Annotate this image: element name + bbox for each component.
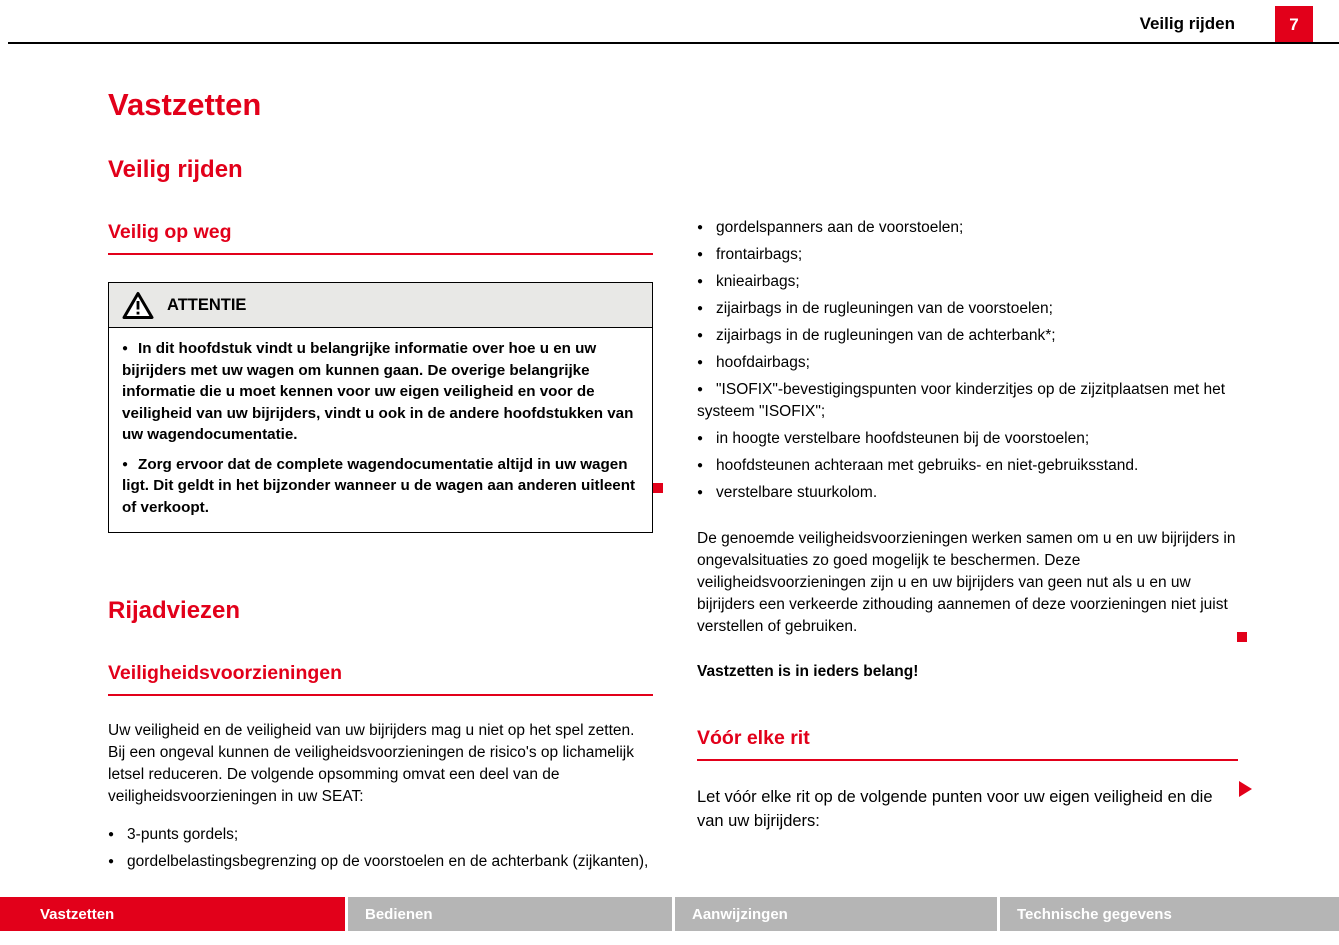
left-bullet-list xyxy=(108,824,653,873)
list-item: ● gordelbelastingsbegrenzing op de voorstoelen en de achterbank (zijkanten), xyxy=(108,851,653,873)
left-column xyxy=(108,88,653,873)
footer-tab-label: Vastzetten xyxy=(40,905,115,923)
list-item: ● zijairbags in de rugleuningen van de voorstoelen; xyxy=(697,298,1238,320)
page-number-badge: 7 xyxy=(1275,6,1313,43)
footer-tab-label: Bedienen xyxy=(365,905,433,923)
list-item: ● verstelbare stuurkolom. xyxy=(697,482,1238,504)
list-item: ● "ISOFIX"-bevestigingspunten voor kinderzitjes op de zijzitplaatsen met het systeem "ISOFIX"; xyxy=(697,379,1238,423)
intro-paragraph: Uw veiligheid en de veiligheid van uw bijrijders mag u niet op het spel zetten. Bij een ongeval kunnen de veiligheidsvoorzieningen de risico's op lichamelijk letsel reduceren. De volgende opsomming omvat een deel van de veiligheidsvoorzieningen in uw SEAT: xyxy=(108,722,635,805)
section-title-voor-elke-rit: Vóór elke rit xyxy=(697,727,1238,761)
continue-arrow-marker xyxy=(1239,781,1252,797)
list-item: ● knieairbags; xyxy=(697,271,1238,293)
footer-tab-aanwijzingen xyxy=(675,897,997,931)
list-item: ● zijairbags in de rugleuningen van de achterbank*; xyxy=(697,325,1238,347)
section-title-veiligheidsvoorzieningen: Veiligheidsvoorzieningen xyxy=(108,662,653,696)
attention-label: ATTENTIE xyxy=(167,295,247,314)
closing-paragraph: Let vóór elke rit op de volgende punten voor uw eigen veiligheid en die van uw bijrijders: xyxy=(697,788,1213,830)
section-end-marker xyxy=(653,483,663,493)
attention-box-body xyxy=(109,328,652,532)
footer-tab-bedienen xyxy=(348,897,672,931)
running-header-title: Veilig rijden xyxy=(1139,14,1235,33)
footer-tab-label: Aanwijzingen xyxy=(692,905,788,923)
footer-tab-technische-gegevens xyxy=(1000,897,1339,931)
section-title-rijadviezen: Rijadviezen xyxy=(108,597,241,624)
attention-box xyxy=(108,282,653,533)
list-item: ● gordelspanners aan de voorstoelen; xyxy=(697,217,1238,239)
list-item: ● hoofdsteunen achteraan met gebruiks- en niet-gebruiksstand. xyxy=(697,455,1238,477)
header-rule xyxy=(8,42,1339,44)
list-item: ● hoofdairbags; xyxy=(697,352,1238,374)
footer-tab-label: Technische gegevens xyxy=(1017,905,1172,923)
section-title-veilig-op-weg: Veilig op weg xyxy=(108,221,653,255)
chapter-title: Veilig rijden xyxy=(108,156,243,183)
list-item: ● 3-punts gordels; xyxy=(108,824,653,846)
right-column xyxy=(697,212,1238,833)
attention-item: ● Zorg ervoor dat de complete wagendocumentatie altijd in uw wagen ligt. Dit geldt in het bijzonder wanneer u de wagen aan anderen uitleent of verkoopt. xyxy=(122,454,639,519)
warning-triangle-icon xyxy=(122,291,154,320)
summary-paragraph: De genoemde veiligheidsvoorzieningen werken samen om u en uw bijrijders in ongevalsituaties zo goed mogelijk te beschermen. Deze veiligheidsvoorzieningen zijn u en uw bijrijders van geen nut als u en uw bijrijders een verkeerde zithouding aannemen of deze voorzieningen niet juist verstellen of gebruiken. xyxy=(697,530,1236,635)
list-item: ● in hoogte verstelbare hoofdsteunen bij de voorstoelen; xyxy=(697,428,1238,450)
bold-note: Vastzetten is in ieders belang! xyxy=(697,663,919,680)
attention-box-header xyxy=(109,283,652,328)
list-item: ● frontairbags; xyxy=(697,244,1238,266)
section-end-marker xyxy=(1237,632,1247,642)
footer-tab-vastzetten xyxy=(0,897,345,931)
main-title: Vastzetten xyxy=(108,87,262,122)
right-bullet-list xyxy=(697,217,1238,504)
attention-item: ● In dit hoofdstuk vindt u belangrijke informatie over hoe u en uw bijrijders met uw wagen om kunnen gaan. De overige belangrijke informatie die u moet kennen voor uw eigen veiligheid en voor de veiligheid van uw bijrijders, vindt u ook in de andere hoofdstukken van uw wagendocumentatie. xyxy=(122,338,639,446)
